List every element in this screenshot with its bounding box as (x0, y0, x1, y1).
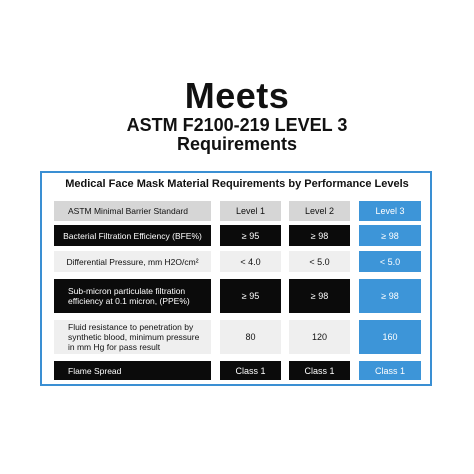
submicron-level-2: ≥ 98 (289, 279, 350, 313)
row-label-barrier-standard: ASTM Minimal Barrier Standard (54, 201, 211, 221)
page-title: Meets (184, 75, 290, 116)
submicron-level-3: ≥ 98 (359, 279, 421, 313)
row-label-submicron-filtration: Sub-micron particulate filtration efficiency at 0.1 micron, (PPE%) (54, 279, 211, 313)
header-level-3: Level 3 (359, 201, 421, 221)
row-label-differential-pressure: Differential Pressure, mm H2O/cm² (54, 251, 211, 272)
row-label-flame-spread: Flame Spread (54, 361, 211, 380)
header-level-1: Level 1 (220, 201, 281, 221)
pressure-level-3: < 5.0 (359, 251, 421, 272)
fluid-level-2: 120 (289, 320, 350, 354)
header-level-2: Level 2 (289, 201, 350, 221)
table-title: Medical Face Mask Material Requirements by Performance Levels (65, 178, 409, 190)
flame-level-2: Class 1 (289, 361, 350, 380)
row-label-bfe: Bacterial Filtration Efficiency (BFE%) (54, 225, 211, 246)
submicron-level-1: ≥ 95 (220, 279, 281, 313)
fluid-level-1: 80 (220, 320, 281, 354)
pressure-level-2: < 5.0 (289, 251, 350, 272)
standard-line: ASTM F2100-219 LEVEL 3 (126, 115, 348, 135)
bfe-level-2: ≥ 98 (289, 225, 350, 246)
flame-level-3: Class 1 (359, 361, 421, 380)
fluid-level-3: 160 (359, 320, 421, 354)
row-label-fluid-resistance: Fluid resistance to penetration by synthetic blood, minimum pressure in mm Hg for pass result (54, 320, 211, 354)
flame-level-1: Class 1 (220, 361, 281, 380)
requirements-line: Requirements (176, 134, 298, 154)
bfe-level-3: ≥ 98 (359, 225, 421, 246)
pressure-level-1: < 4.0 (220, 251, 281, 272)
bfe-level-1: ≥ 95 (220, 225, 281, 246)
